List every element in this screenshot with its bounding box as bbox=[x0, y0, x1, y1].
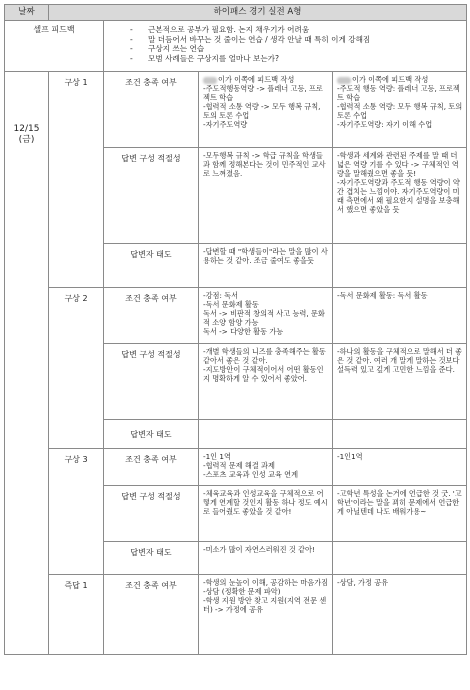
feedback-text: 이가 이쪽에 피드백 작성 -주도적 행동 역량: 플레너 고등, 프로젝트 학습 -협력적 소통 역량: 모두 행복 규칙, 토의 토론 수업 -자기주도역량: 자기 이해 수업 bbox=[337, 75, 463, 129]
date-column-header: 날짜 bbox=[5, 5, 49, 21]
sheet-title: 하이패스 경기 실전 A형 bbox=[49, 5, 467, 21]
list-item: - 구상지 쓰는 연습 bbox=[130, 44, 466, 54]
table-row bbox=[5, 449, 467, 486]
feedback-cell-b: -고학년 특성을 논거에 언급한 것 굿. '고학년'이라는 말을 꾀히 문제에서 언급한게 아닐텐데 나도 배워가용~ bbox=[333, 486, 467, 542]
list-item: - 근본적으로 공부가 필요함. 논지 채우기가 어려움 bbox=[130, 25, 466, 35]
criterion-label: 답변자 태도 bbox=[104, 420, 199, 449]
feedback-cell-a bbox=[199, 420, 333, 449]
feedback-cell-a: -미소가 많이 자연스러워진 것 같아! bbox=[199, 542, 333, 575]
criterion-label: 조건 충족 여부 bbox=[104, 72, 199, 148]
criterion-label: 답변 구성 적절성 bbox=[104, 344, 199, 420]
header-row bbox=[5, 5, 467, 21]
list-item: - 모범 사례들은 구상지를 얼마나 보는가? bbox=[130, 54, 466, 64]
feedback-cell-a: -1인 1역 -협력적 문제 해결 과제 -스포츠 교육과 인성 교육 연계 bbox=[199, 449, 333, 486]
feedback-cell-b: -상담, 가정 공유 bbox=[333, 575, 467, 655]
evaluation-table bbox=[4, 4, 467, 655]
feedback-cell-b bbox=[333, 420, 467, 449]
criterion-label: 조건 충족 여부 bbox=[104, 288, 199, 344]
table-row bbox=[5, 72, 467, 148]
self-feedback-content bbox=[104, 21, 467, 72]
section-label: 구상 2 bbox=[49, 288, 104, 449]
weekday-value: (금) bbox=[18, 135, 35, 145]
feedback-cell-a: -체육교육과 인성교육을 구체적으로 어떻게 연계할 것인지 활동 하나 정도 예시로 들어줬도 좋았을 것 같아! bbox=[199, 486, 333, 542]
feedback-cell-b: -하나의 활동을 구체적으로 말해서 더 좋은 것 같아. 여러 개 말게 말하는 것보다 설득력 있고 깊게 고민한 느낌을 준다. bbox=[333, 344, 467, 420]
feedback-cell-b: -학생과 세계와 관련된 주제를 말 때 더 넓은 역량 기를 수 있다 -> 구체적인 역량을 말해줬으면 좋을 듯! -자기주도역량과 주도적 행동 역량이 약간 겹치는 느낌이야. 자기주도역량이 미래 측면에서 왜 필요한지 설명을 보충해서 했으면 좋았을 듯 bbox=[333, 148, 467, 244]
date-value: 12/15 bbox=[13, 124, 40, 134]
feedback-cell-a: -개별 학생들의 니즈를 충족해주는 활동 같아서 좋은 것 같아. -지도방안이 구체적이어서 어떤 활동인지 명확하게 알 수 있어서 좋았어. bbox=[199, 344, 333, 420]
table-row bbox=[5, 288, 467, 344]
redacted-name bbox=[337, 77, 351, 84]
criterion-label: 조건 충족 여부 bbox=[104, 449, 199, 486]
self-feedback-list bbox=[104, 25, 466, 63]
feedback-text: 이가 이쪽에 피드백 작성 -주도적행동역량 -> 플레너 고등, 프로젝트 학습 -협력적 소통 역량 -> 모두 행복 규칙, 토의 토론 수업 -자기주도역량 bbox=[203, 75, 323, 129]
criterion-label: 답변 구성 적절성 bbox=[104, 148, 199, 244]
feedback-cell-a: -강점: 독서 -독서 문화제 활동 독서 -> 비판적 창의적 사고 능력, 문화적 소양 함양 가능 독서 -> 다양한 활동 가능 bbox=[199, 288, 333, 344]
feedback-cell-a: -답변할 때 "학생들이"라는 말을 많이 사용하는 것 같아. 조금 줄여도 좋을듯 bbox=[199, 244, 333, 288]
date-cell bbox=[5, 72, 49, 655]
feedback-cell-b: -독서 문화제 활동: 독서 활동 bbox=[333, 288, 467, 344]
criterion-label: 답변자 태도 bbox=[104, 244, 199, 288]
criterion-label: 답변자 태도 bbox=[104, 542, 199, 575]
feedback-cell-a: -학생의 눈높이 이해, 공감하는 마음가짐 -상담 (정확한 문제 파악) -학생 지원 방안 찾고 지원(지역 전문 센터) -> 가정에 공유 bbox=[199, 575, 333, 655]
section-label: 구상 3 bbox=[49, 449, 104, 575]
redacted-name bbox=[203, 77, 217, 84]
criterion-label: 답변 구성 적절성 bbox=[104, 486, 199, 542]
self-feedback-label: 셀프 피드백 bbox=[5, 21, 104, 72]
section-label: 즉답 1 bbox=[49, 575, 104, 655]
feedback-cell-b bbox=[333, 72, 467, 148]
criterion-label: 조건 충족 여부 bbox=[104, 575, 199, 655]
feedback-cell-b bbox=[333, 542, 467, 575]
feedback-cell-a bbox=[199, 72, 333, 148]
table-row bbox=[5, 575, 467, 655]
feedback-cell-a: -모두행복 규칙 -> 학급 규칙을 학생들과 함께 정해본다는 것이 민주적인 교사로 느껴졌음. bbox=[199, 148, 333, 244]
feedback-cell-b bbox=[333, 244, 467, 288]
feedback-cell-b: -1인1역 bbox=[333, 449, 467, 486]
section-label: 구상 1 bbox=[49, 72, 104, 288]
list-item: - 말 더듬어서 바꾸는 것 줄이는 연습 / 생각 안날 때 특히 이게 강해짐 bbox=[130, 35, 466, 45]
self-feedback-row bbox=[5, 21, 467, 72]
